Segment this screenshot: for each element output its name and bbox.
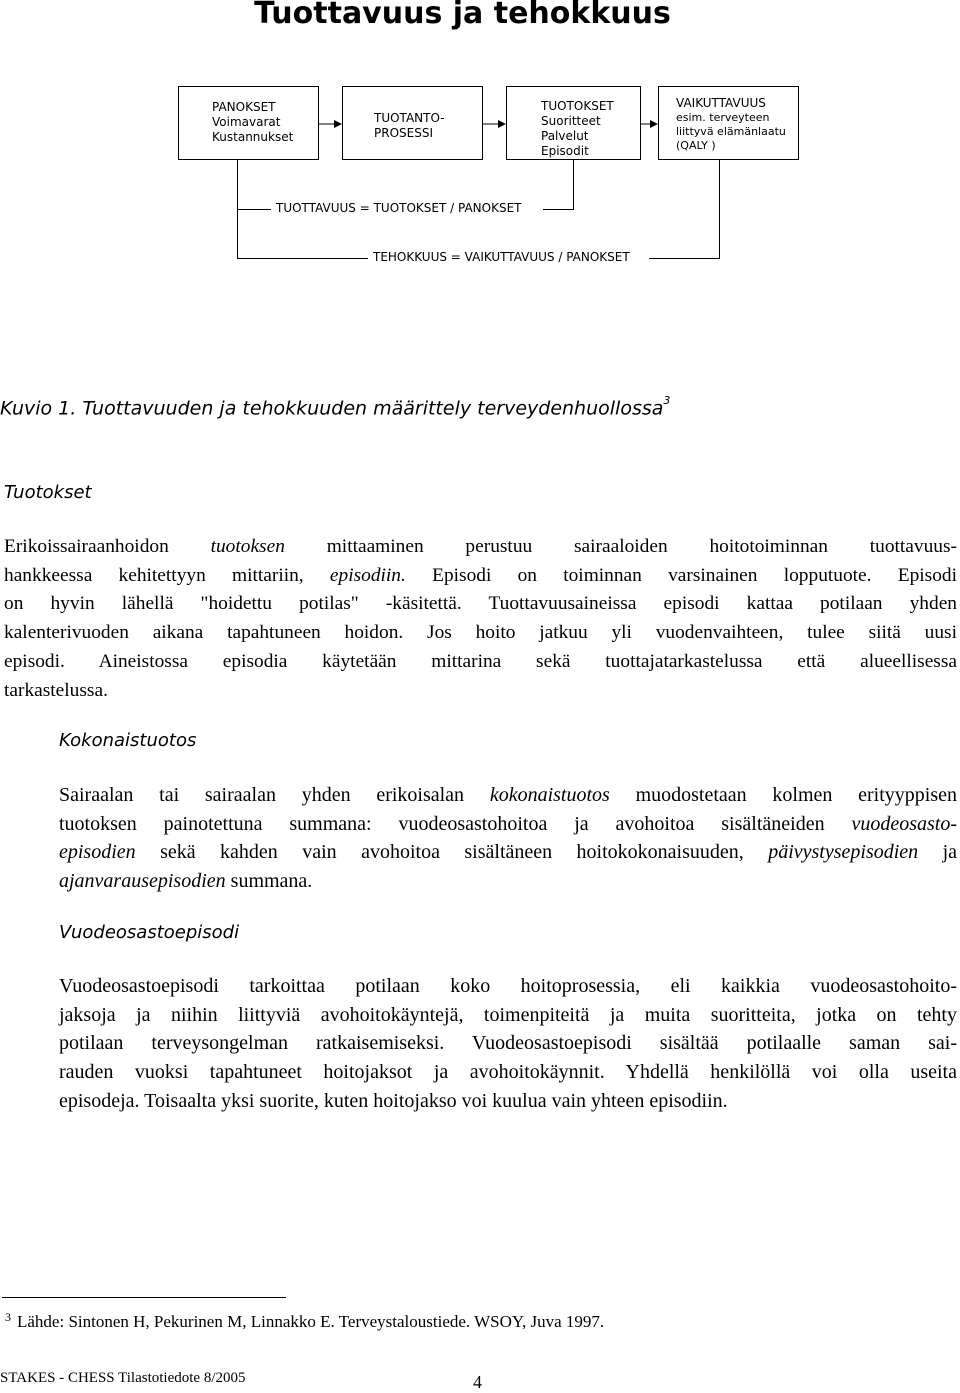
tuottavuus-formula: TUOTTAVUUS = TUOTOKSET / PANOKSET xyxy=(276,201,522,215)
text-line: tarkastelussa. xyxy=(4,679,108,701)
figure-caption xyxy=(0,394,671,420)
text-run: muodostetaan kolmen erityyppisen xyxy=(635,784,957,806)
emphasis-term: tuotoksen xyxy=(210,536,285,557)
text-line xyxy=(59,810,957,839)
page-number: 4 xyxy=(473,1372,482,1392)
text-line: rauden vuoksi tapahtuneet hoitojaksot ja avohoitokäynnit. Yhdellä henkilöllä voi olla useita xyxy=(59,1061,957,1084)
text-run: mittaaminen perustuu sairaaloiden hoitotoiminnan tuottavuus- xyxy=(326,536,957,557)
paragraph-kokonaistuotos xyxy=(59,781,957,896)
text-run: hankkeessa kehitettyyn mittariin, xyxy=(4,564,304,586)
text-run: Sairaalan tai sairaalan yhden erikoisalan xyxy=(59,784,465,806)
text-run: tuotoksen painotettuna summana: vuodeosastohoitoa ja avohoitoa sisältäneiden xyxy=(59,812,825,835)
box-line: PANOKSET xyxy=(212,100,276,114)
box-line: (QALY ) xyxy=(676,139,716,152)
text-line: potilaan terveysongelman ratkaisemiseksi. Vuodeosastoepisodi sisältää potilaalle saman sai- xyxy=(59,1032,957,1055)
section-heading-tuotokset: Tuotokset xyxy=(4,482,92,503)
text-line xyxy=(59,867,957,896)
box-line: TUOTANTO- xyxy=(374,111,445,125)
arrow-head xyxy=(498,120,506,128)
text-line xyxy=(4,562,957,591)
emphasis-term: kokonaistuotos xyxy=(489,784,610,806)
box-line: VAIKUTTAVUUS xyxy=(676,96,766,110)
emphasis-term: episodien xyxy=(59,841,136,864)
box-line: Palvelut xyxy=(541,129,589,143)
footnote-number: 3 xyxy=(5,1310,11,1324)
tehokkuus-bracket-right xyxy=(649,160,720,259)
footnote-reference: 3 xyxy=(663,394,671,407)
text-line: kalenterivuoden aikana tapahtuneen hoidon. Jos hoito jatkuu yli vuodenvaihteen, tulee siitä uusi xyxy=(4,622,957,644)
box-line: TUOTOKSET xyxy=(541,99,614,113)
box-line: PROSESSI xyxy=(374,126,433,140)
text-line: jaksoja ja niihin liittyviä avohoitokäyntejä, toimenpiteitä ja muita suoritteita, jotka on tehty xyxy=(59,1003,957,1026)
arrow-head xyxy=(334,120,342,128)
box-line: Voimavarat xyxy=(212,115,281,129)
box-line: Suoritteet xyxy=(541,114,601,128)
paragraph-tuotokset xyxy=(4,533,957,705)
figure-caption-text: Kuvio 1. Tuottavuuden ja tehokkuuden määrittely terveydenhuollossa xyxy=(0,397,664,420)
paragraph-vuodeosastoepisodi xyxy=(59,972,957,1116)
box-line: Kustannukset xyxy=(212,130,294,144)
page-title: Tuottavuus ja tehokkuus xyxy=(254,0,671,31)
text-run: sekä kahden vain avohoitoa sisältäneen hoitokokonaisuuden, xyxy=(160,841,744,864)
footer-publication: STAKES - CHESS Tilastotiedote 8/2005 xyxy=(0,1370,246,1386)
box-line: esim. terveyteen xyxy=(676,111,770,124)
tuottavuus-bracket-right xyxy=(543,160,574,210)
footnote xyxy=(5,1312,604,1332)
emphasis-term: ajanvarausepisodien xyxy=(59,870,226,893)
footnote-text: Lähde: Sintonen H, Pekurinen M, Linnakko E. Terveystaloustiede. WSOY, Juva 1997. xyxy=(17,1312,605,1331)
text-line xyxy=(59,781,957,810)
arrow-head xyxy=(650,120,658,128)
box-line: liittyvä elämänlaatu xyxy=(676,125,786,138)
text-line xyxy=(4,533,957,562)
emphasis-term: vuodeosasto- xyxy=(851,812,958,835)
text-line: Vuodeosastoepisodi tarkoittaa potilaan koko hoitoprosessia, eli kaikkia vuodeosastohoito- xyxy=(59,975,957,997)
footnote-divider xyxy=(2,1297,286,1298)
emphasis-term: päivystysepisodien xyxy=(768,841,919,864)
text-line: episodi. Aineistossa episodia käytetään mittarina sekä tuottajatarkastelussa että alueellisessa xyxy=(4,650,957,672)
text-line: on hyvin lähellä "hoidettu potilas" -käsitettä. Tuottavuusaineissa episodi kattaa potilaan yhden xyxy=(4,593,957,615)
text-line xyxy=(59,838,957,867)
tehokkuus-formula: TEHOKKUUS = VAIKUTTAVUUS / PANOKSET xyxy=(373,250,630,264)
emphasis-term: episodiin. xyxy=(329,564,406,586)
text-run: summana. xyxy=(230,870,313,893)
text-run: ja xyxy=(942,841,958,864)
text-run: Episodi on toiminnan varsinainen lopputuote. Episodi xyxy=(432,564,957,586)
box-line: Episodit xyxy=(541,144,589,158)
section-heading-vuodeosastoepisodi: Vuodeosastoepisodi xyxy=(59,922,240,943)
section-heading-kokonaistuotos: Kokonaistuotos xyxy=(59,730,197,751)
text-run: Erikoissairaanhoidon xyxy=(4,536,169,557)
text-line: episodeja. Toisaalta yksi suorite, kuten hoitojakso voi kuulua vain yhteen episodiin. xyxy=(59,1089,728,1112)
